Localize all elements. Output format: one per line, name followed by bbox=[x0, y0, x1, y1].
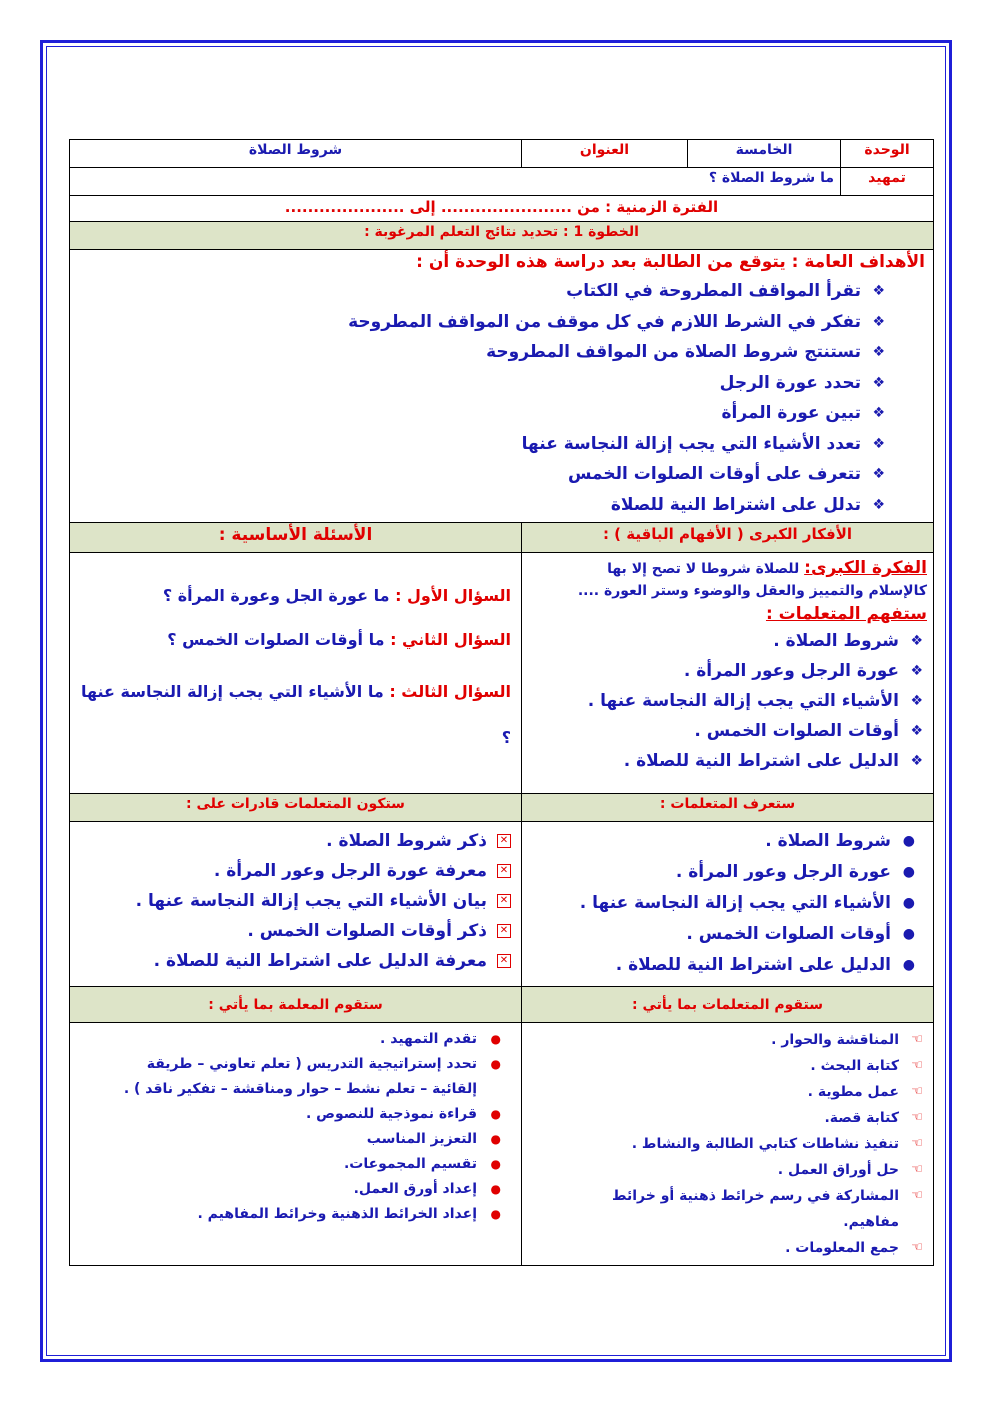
goals-list bbox=[78, 276, 925, 520]
bullet-icon: ● bbox=[490, 1032, 501, 1046]
diamond-icon: ❖ bbox=[872, 466, 885, 482]
understand-list bbox=[528, 626, 927, 776]
goal-item: ❖ تحدد عورة الرجل bbox=[78, 368, 885, 399]
pointing-hand-icon: ☜ bbox=[911, 1058, 923, 1073]
teacher-do-item: ● تقسيم المجموعات. bbox=[76, 1152, 501, 1177]
row-period bbox=[70, 196, 934, 222]
intro-label: تمهيد bbox=[841, 168, 934, 196]
diamond-icon: ❖ bbox=[910, 693, 923, 709]
bullet-icon: ● bbox=[902, 895, 915, 911]
know-cell bbox=[522, 822, 934, 987]
know-list bbox=[528, 826, 927, 981]
question-2: السؤال الثاني : ما أوقات الصلوات الخمس ؟ bbox=[167, 630, 511, 649]
teacher-do-header: ستقوم المعلمة بما يأتي : bbox=[70, 987, 522, 1023]
bullet-icon: ● bbox=[490, 1057, 501, 1071]
students-do-list bbox=[528, 1027, 927, 1261]
diamond-icon: ❖ bbox=[872, 435, 885, 452]
checkbox-x-icon: ✕ bbox=[497, 834, 511, 848]
pointing-hand-icon: ☜ bbox=[911, 1084, 923, 1099]
students-do-item: ☜ كتابة قصة. bbox=[528, 1105, 923, 1131]
know-item: ● شروط الصلاة . bbox=[528, 826, 915, 857]
teacher-do-item: ● إعداد الخرائط الذهنية وخرائط المفاهيم . bbox=[76, 1202, 501, 1227]
unit-label: الوحدة bbox=[841, 140, 934, 168]
know-item: ● الدليل على اشتراط النية للصلاة . bbox=[528, 950, 915, 981]
understand-item: ❖ عورة الرجل وعور المرأة . bbox=[528, 656, 923, 686]
title-label: العنوان bbox=[522, 140, 688, 168]
big-idea-label: الفكرة الكبرى: bbox=[804, 558, 927, 578]
goal-item: ❖ تبين عورة المرأة bbox=[78, 398, 885, 429]
diamond-icon: ❖ bbox=[872, 344, 885, 360]
ideas-cell bbox=[522, 553, 934, 794]
teacher-do-item: ● إعداد أورق العمل. bbox=[76, 1177, 501, 1202]
bullet-icon: ● bbox=[490, 1182, 501, 1196]
goal-item: ❖ تدلل على اشتراط النية للصلاة bbox=[78, 490, 885, 521]
students-do-item: ☜ كتابة البحث . bbox=[528, 1053, 923, 1079]
students-do-item: ☜ حل أوراق العمل . bbox=[528, 1157, 923, 1183]
title-value: شروط الصلاة bbox=[70, 140, 522, 168]
diamond-icon: ❖ bbox=[872, 283, 885, 299]
goal-item: ❖ تعدد الأشياء التي يجب إزالة النجاسة عنها bbox=[78, 429, 885, 460]
bullet-icon: ● bbox=[490, 1132, 501, 1146]
period-cell bbox=[70, 196, 934, 222]
goal-item: ❖ تستنتج شروط الصلاة من المواقف المطروحة bbox=[78, 337, 885, 368]
understand-item: ❖ أوقات الصلوات الخمس . bbox=[528, 716, 923, 746]
lesson-plan-table bbox=[69, 139, 934, 1266]
able-item: ✕ ذكر أوقات الصلوات الخمس . bbox=[76, 916, 511, 946]
goal-item: ❖ تتعرف على أوقات الصلوات الخمس bbox=[78, 459, 885, 490]
understand-item: ❖ الدليل على اشتراط النية للصلاة . bbox=[528, 746, 923, 776]
row-ideas-header bbox=[70, 523, 934, 553]
diamond-icon: ❖ bbox=[910, 753, 923, 769]
know-item: ● عورة الرجل وعور المرأة . bbox=[528, 857, 915, 888]
able-item: ✕ معرفة الدليل على اشتراط النية للصلاة . bbox=[76, 946, 511, 976]
teacher-do-cell bbox=[70, 1023, 522, 1266]
students-do-header: ستقوم المتعلمات بما يأتي : bbox=[522, 987, 934, 1023]
bullet-icon: ● bbox=[902, 833, 915, 849]
big-idea-text1: للصلاة شروطا لا تصح إلا بها bbox=[607, 561, 805, 577]
big-idea bbox=[528, 557, 927, 580]
bullet-icon: ● bbox=[902, 957, 915, 973]
understand-item: ❖ شروط الصلاة . bbox=[528, 626, 923, 656]
teacher-do-item: ● تقدم التمهيد . bbox=[76, 1027, 501, 1052]
diamond-icon: ❖ bbox=[872, 313, 885, 330]
big-idea-text2: كالإسلام والتمييز والعقل والوضوء وستر العورة .... bbox=[577, 583, 927, 599]
row-ideas bbox=[70, 553, 934, 794]
row-do-header bbox=[70, 987, 934, 1023]
row-goals bbox=[70, 250, 934, 523]
students-do-item: ☜ عمل مطوية . bbox=[528, 1079, 923, 1105]
row-unit bbox=[70, 140, 934, 168]
pointing-hand-icon: ☜ bbox=[911, 1188, 923, 1203]
goal-item: ❖ تفكر في الشرط اللازم في كل موقف من المواقف المطروحة bbox=[78, 307, 885, 338]
know-item: ● الأشياء التي يجب إزالة النجاسة عنها . bbox=[528, 888, 915, 919]
able-list bbox=[76, 826, 515, 976]
checkbox-x-icon: ✕ bbox=[497, 924, 511, 938]
step1-title: الخطوة 1 : تحديد نتائج التعلم المرغوبة : bbox=[70, 222, 934, 250]
bullet-icon: ● bbox=[490, 1107, 501, 1121]
diamond-icon: ❖ bbox=[910, 723, 923, 739]
know-header: ستعرف المتعلمات : bbox=[522, 794, 934, 822]
row-do bbox=[70, 1023, 934, 1266]
understand-item: ❖ الأشياء التي يجب إزالة النجاسة عنها . bbox=[528, 686, 923, 716]
diamond-icon: ❖ bbox=[910, 663, 923, 679]
pointing-hand-icon: ☜ bbox=[911, 1032, 923, 1047]
row-step1 bbox=[70, 222, 934, 250]
able-header: ستكون المتعلمات قادرات على : bbox=[70, 794, 522, 822]
students-do-cell bbox=[522, 1023, 934, 1266]
questions-header: الأسئلة الأساسية : bbox=[70, 523, 522, 553]
pointing-hand-icon: ☜ bbox=[911, 1110, 923, 1125]
question-3: السؤال الثالث : ما الأشياء التي يجب إزالة النجاسة عنها ؟ bbox=[80, 682, 511, 747]
row-intro bbox=[70, 168, 934, 196]
diamond-icon: ❖ bbox=[872, 374, 885, 391]
questions-cell bbox=[70, 553, 522, 794]
goals-title: الأهداف العامة : يتوقع من الطالبة بعد دراسة هذه الوحدة أن : bbox=[416, 252, 925, 272]
intro-value: ما شروط الصلاة ؟ bbox=[70, 168, 841, 196]
goal-item: ❖ تقرأ المواقف المطروحة في الكتاب bbox=[78, 276, 885, 307]
row-know-header bbox=[70, 794, 934, 822]
checkbox-x-icon: ✕ bbox=[497, 864, 511, 878]
understand-label: ستفهم المتعلمات : bbox=[765, 604, 927, 624]
pointing-hand-icon: ☜ bbox=[911, 1162, 923, 1177]
diamond-icon: ❖ bbox=[872, 496, 885, 513]
goals-cell bbox=[70, 250, 934, 523]
checkbox-x-icon: ✕ bbox=[497, 954, 511, 968]
students-do-item: ☜ المشاركة في رسم خرائط ذهنية أو خرائط مفاهيم. bbox=[528, 1183, 923, 1235]
students-do-item: ☜ جمع المعلومات . bbox=[528, 1235, 923, 1261]
pointing-hand-icon: ☜ bbox=[911, 1136, 923, 1151]
teacher-do-item: ● تحدد إستراتيجية التدريس ( تعلم تعاوني – طريقة إلقائية – تعلم نشط – حوار ومناقشة – تفكير ناقد ) . bbox=[76, 1052, 501, 1102]
pointing-hand-icon: ☜ bbox=[911, 1240, 923, 1255]
question-1: السؤال الأول : ما عورة الجل وعورة المرأة ؟ bbox=[162, 586, 511, 605]
ideas-header: الأفكار الكبرى ( الأفهام الباقية ) : bbox=[522, 523, 934, 553]
bullet-icon: ● bbox=[902, 926, 915, 942]
checkbox-x-icon: ✕ bbox=[497, 894, 511, 908]
able-cell bbox=[70, 822, 522, 987]
period-text: الفترة الزمنية : من ....................... إلى ..................... bbox=[284, 198, 719, 216]
unit-value: الخامسة bbox=[688, 140, 841, 168]
teacher-do-item: ● قراءة نموذجية للنصوص . bbox=[76, 1102, 501, 1127]
teacher-do-item: ● التعزيز المناسب bbox=[76, 1127, 501, 1152]
know-item: ● أوقات الصلوات الخمس . bbox=[528, 919, 915, 950]
bullet-icon: ● bbox=[902, 864, 915, 880]
row-know bbox=[70, 822, 934, 987]
bullet-icon: ● bbox=[490, 1207, 501, 1221]
able-item: ✕ بيان الأشياء التي يجب إزالة النجاسة عنها . bbox=[76, 886, 511, 916]
diamond-icon: ❖ bbox=[910, 633, 923, 649]
students-do-item: ☜ المناقشة والحوار . bbox=[528, 1027, 923, 1053]
students-do-item: ☜ تنفيذ نشاطات كتابي الطالبة والنشاط . bbox=[528, 1131, 923, 1157]
teacher-do-list bbox=[76, 1027, 515, 1227]
able-item: ✕ معرفة عورة الرجل وعور المرأة . bbox=[76, 856, 511, 886]
bullet-icon: ● bbox=[490, 1157, 501, 1171]
able-item: ✕ ذكر شروط الصلاة . bbox=[76, 826, 511, 856]
diamond-icon: ❖ bbox=[872, 405, 885, 421]
